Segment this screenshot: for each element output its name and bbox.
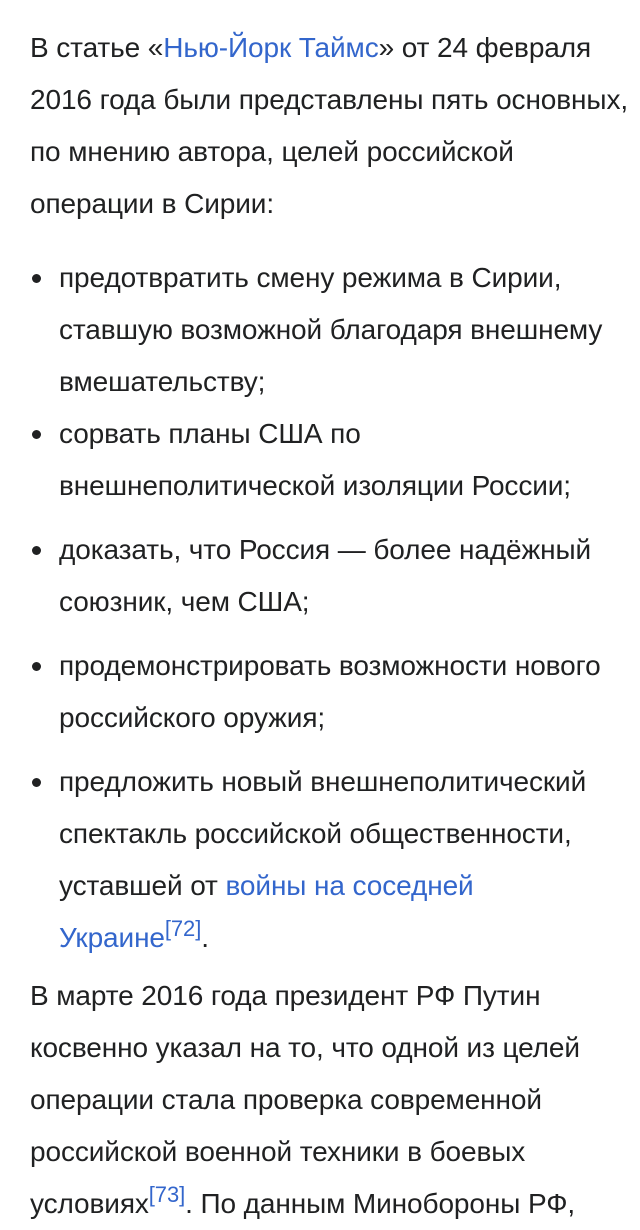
ukraine-war-link[interactable]: войны на соседней Украине [59, 870, 474, 953]
bullet-icon [32, 546, 41, 555]
goal-text-end: . [201, 922, 209, 953]
bullet-icon [32, 662, 41, 671]
goal-text: предотвратить смену режима в Сирии, ставшую возможной благодаря внешнему вмешательству; [59, 262, 603, 397]
goal-text: предложить новый внешнеполитический спектакль российской общественности, уставшей от [59, 766, 587, 901]
bullet-icon [32, 778, 41, 787]
list-item [30, 252, 630, 396]
list-item [30, 524, 630, 628]
outro-text-end: . По данным Минобороны РФ, [185, 1188, 576, 1219]
list-item [30, 640, 630, 744]
citation-73[interactable]: [73] [148, 1182, 186, 1207]
list-item [30, 756, 630, 952]
article-content [30, 22, 630, 1230]
intro-text-end: » от 24 февраля 2016 года были представлены пять основных, по мнению автора, целей российской операции в Сирии: [30, 32, 629, 219]
bullet-icon [32, 274, 41, 283]
outro-text: В марте 2016 года президент РФ Путин косвенно указал на то, что одной из целей операции стала проверка современной российской военной техники в боевых условиях [30, 980, 580, 1219]
bullet-icon [32, 430, 41, 439]
outro-paragraph [30, 970, 630, 1230]
intro-paragraph [30, 22, 630, 230]
nyt-link[interactable]: Нью-Йорк Таймс [163, 32, 379, 63]
goal-text: сорвать планы США по внешнеполитической изоляции России; [59, 418, 571, 501]
intro-text-start: В статье « [30, 32, 164, 63]
goal-text: продемонстрировать возможности нового российского оружия; [59, 650, 601, 733]
citation-72[interactable]: [72] [164, 916, 202, 941]
goals-list [30, 252, 630, 952]
goal-text: доказать, что Россия — более надёжный союзник, чем США; [59, 534, 592, 617]
list-item [30, 408, 630, 512]
